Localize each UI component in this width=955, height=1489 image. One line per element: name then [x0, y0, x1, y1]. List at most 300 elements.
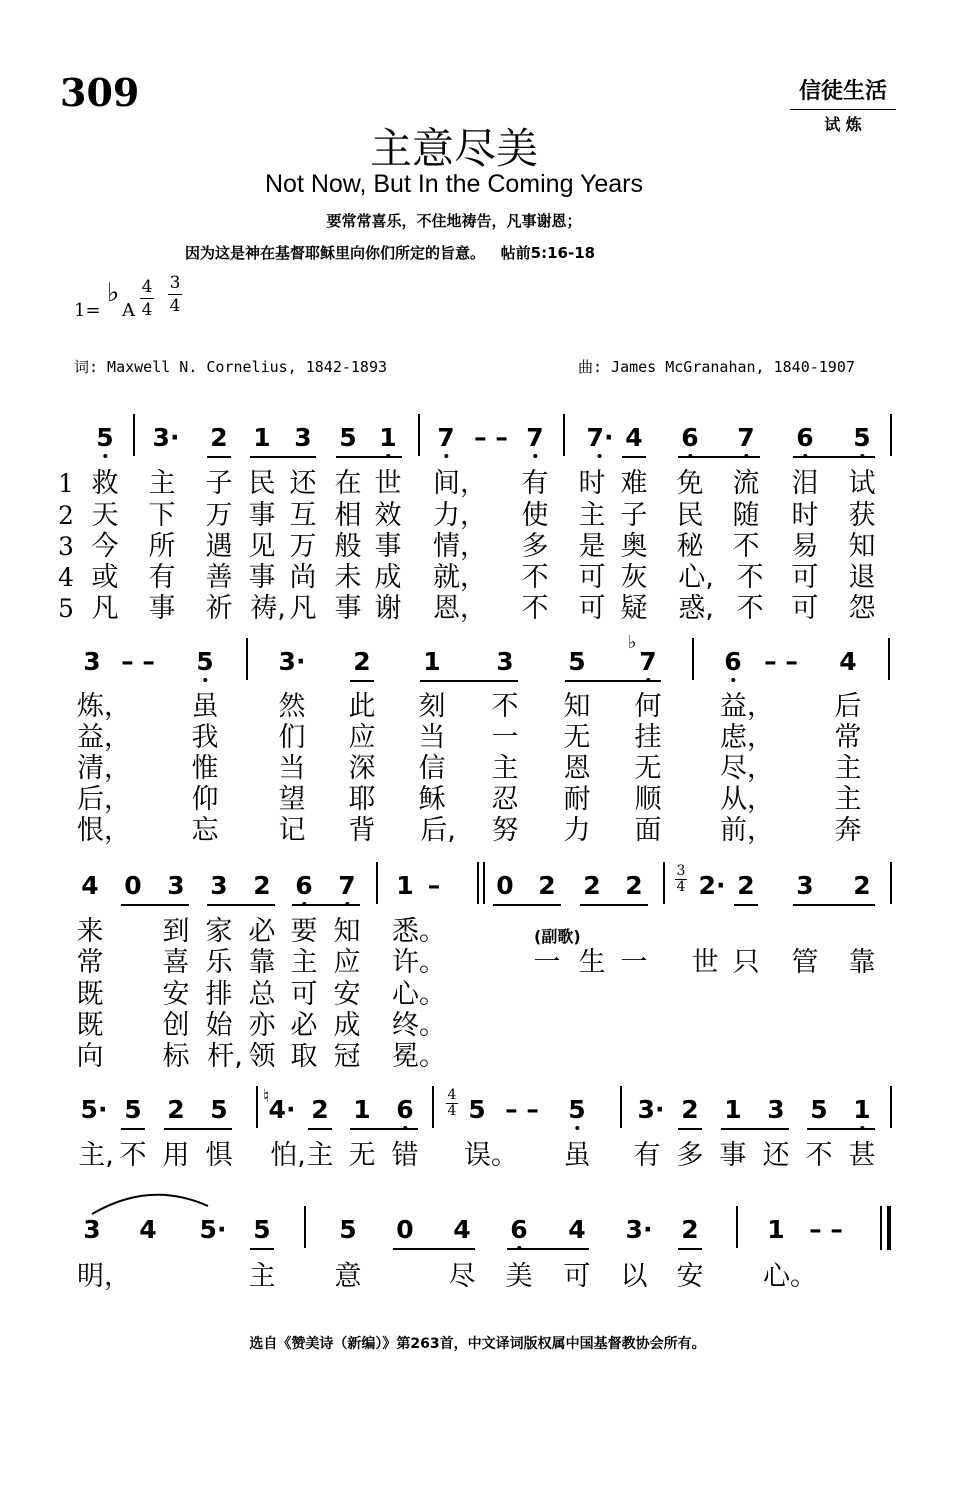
underline [420, 680, 518, 682]
lyric: 家 [205, 916, 233, 947]
lyric: 主 [306, 1140, 334, 1171]
lyric: 意 [334, 1261, 362, 1292]
note: 3 [796, 871, 814, 900]
lyric: 流 [732, 468, 760, 499]
time-signature-2-top: 3 [169, 273, 181, 293]
lyric: 终。 [392, 1010, 446, 1041]
lyric: 误。 [464, 1140, 518, 1171]
note: 5 [568, 647, 586, 676]
lyric: 免 [676, 468, 704, 499]
lyric: 信 [418, 753, 446, 784]
lyric: 惑, [678, 593, 714, 624]
time-change-top: 3 [676, 863, 686, 879]
note: 2 [625, 871, 643, 900]
lyric: 多 [676, 1140, 704, 1171]
lyric: 我 [191, 722, 219, 753]
note: 3· [152, 423, 180, 452]
composer-credit: 曲: James McGranahan, 1840-1907 [578, 358, 855, 376]
hymn-number: 309 [60, 70, 140, 115]
underline [807, 1128, 875, 1130]
note: 4 [839, 647, 857, 676]
lyric: 救 [91, 468, 119, 499]
note: 3 [767, 1095, 785, 1124]
lyric: 以 [620, 1261, 648, 1292]
verse-number: 3 [58, 532, 74, 561]
time-signature-1-top: 4 [141, 277, 153, 297]
lyric: 情， [433, 531, 487, 562]
lyric: 尚 [289, 562, 317, 593]
barline [418, 414, 420, 456]
lyric: 恩 [563, 753, 591, 784]
lyric: 许。 [392, 947, 446, 978]
lyric: 还 [289, 468, 317, 499]
lyric: 秘 [676, 531, 704, 562]
lyric: 时 [578, 468, 606, 499]
lyric: 常 [834, 722, 862, 753]
underline [793, 456, 875, 458]
lyric: 有 [521, 468, 549, 499]
lyric: 何 [634, 691, 662, 722]
final-barline-thick [887, 1206, 891, 1250]
note: 3 [167, 871, 185, 900]
lyric: 然 [278, 691, 306, 722]
lyric: 易 [791, 531, 819, 562]
verse-number: 4 [58, 563, 74, 592]
note: 2 [681, 1095, 699, 1124]
lyric: 靠 [248, 947, 276, 978]
hymn-title-chinese: 主意尽美 [369, 124, 538, 173]
lyric: 必 [290, 1010, 318, 1041]
note: 3 [83, 647, 101, 676]
lyric: 成 [333, 1010, 361, 1041]
barline [736, 1206, 738, 1248]
lyric: 无 [563, 722, 591, 753]
lyric: 标 [162, 1041, 190, 1072]
lyric: 主 [834, 784, 862, 815]
underline [250, 456, 316, 458]
lyric: 事 [148, 593, 176, 624]
lyric: 民 [248, 468, 276, 499]
lyric: 事 [334, 593, 362, 624]
lyric: 错 [391, 1140, 419, 1171]
note: 3 [294, 423, 312, 452]
underline [793, 904, 875, 906]
lyric: 今 [91, 531, 119, 562]
lyric: 有 [633, 1140, 661, 1171]
lyric: 后 [834, 691, 862, 722]
note: 2· [698, 871, 726, 900]
underline [721, 1128, 789, 1130]
time-change-top: 4 [447, 1087, 457, 1103]
underline [493, 904, 561, 906]
note: 3· [278, 647, 306, 676]
note: 2 [353, 647, 371, 676]
key-prefix: 1= [74, 300, 101, 321]
copyright-note: 选自《赞美诗（新编）》第263首，中文译词版权属中国基督教协会所有。 [249, 1336, 706, 1352]
lyric: 心。 [392, 979, 446, 1010]
lyric: 凡 [91, 593, 119, 624]
lyric: 互 [289, 500, 317, 531]
note: 2 [311, 1095, 329, 1124]
lyric: 心, [678, 562, 714, 593]
underline [622, 456, 646, 458]
time-change [446, 1088, 458, 1119]
lyric: 下 [148, 500, 176, 531]
lyric: 力 [563, 815, 591, 846]
lyric: 天 [91, 500, 119, 531]
time-signature-1-bottom: 4 [141, 300, 153, 320]
lyric: 们 [278, 722, 306, 753]
barline [563, 414, 565, 456]
lyric: 冠 [333, 1041, 361, 1072]
lyric: 忍 [491, 784, 519, 815]
lyric: 可 [791, 593, 819, 624]
lyric: 间， [433, 468, 487, 499]
lyric: 既 [76, 1010, 104, 1041]
underline [250, 1248, 274, 1250]
note: 1 [853, 1095, 871, 1124]
lyric: 万 [289, 531, 317, 562]
lyric: 不 [521, 562, 549, 593]
note: 1 [396, 871, 414, 900]
lyric: 来 [76, 916, 104, 947]
note: 6 [681, 423, 699, 452]
lyric: 向 [76, 1041, 104, 1072]
barline [304, 1206, 306, 1248]
lyric: 耐 [563, 784, 591, 815]
underline [350, 680, 374, 682]
lyric: 背 [348, 815, 376, 846]
lyric: 不 [119, 1140, 147, 1171]
note: 5 [210, 1095, 228, 1124]
lyric: 不 [491, 691, 519, 722]
lyric: 从， [720, 784, 774, 815]
lyric: 既 [76, 979, 104, 1010]
note: 1 [767, 1215, 785, 1244]
lyric: 杆, [207, 1041, 243, 1072]
note: 0 [124, 871, 142, 900]
lyric: 安 [676, 1261, 704, 1292]
lyric: 疑 [620, 593, 648, 624]
lyric: 可 [578, 593, 606, 624]
note: 2 [210, 423, 228, 452]
underline [164, 1128, 232, 1130]
note: 7 [639, 647, 657, 676]
lyric: 冕。 [392, 1041, 446, 1072]
note: 2 [583, 871, 601, 900]
note: 6 [510, 1215, 528, 1244]
lyric: 前， [720, 815, 774, 846]
verse-number: 5 [58, 594, 74, 623]
underline [678, 1248, 702, 1250]
note: 7· [586, 423, 614, 452]
lyric: 后, [420, 815, 456, 846]
note: 5 [96, 423, 114, 452]
time-signature-2 [168, 272, 182, 317]
lyric: 惧 [205, 1140, 233, 1171]
note: 5 [810, 1095, 828, 1124]
lyric: 退 [848, 562, 876, 593]
lyric: 乐 [205, 947, 233, 978]
lyric: 主 [578, 500, 606, 531]
refrain-lyric: 世 [691, 947, 719, 978]
note: 0 [396, 1215, 414, 1244]
note: 4 [568, 1215, 586, 1244]
underline [507, 1248, 589, 1250]
lyric: 事 [248, 500, 276, 531]
lyric: 就， [433, 562, 487, 593]
lyric: 挂 [634, 722, 662, 753]
lyric: 必 [248, 916, 276, 947]
lyric: 试 [848, 468, 876, 499]
note: 6 [396, 1095, 414, 1124]
lyric: 记 [278, 815, 306, 846]
note: 5 [253, 1215, 271, 1244]
note: 5 [853, 423, 871, 452]
flat-sign: ♭ [107, 278, 120, 308]
key-signature [74, 272, 204, 332]
category-label: 信徒生活 [790, 74, 896, 110]
note: 5 [568, 1095, 586, 1124]
barline [256, 1086, 258, 1128]
lyric: 事 [248, 562, 276, 593]
lyric: 安 [333, 979, 361, 1010]
lyric: 创 [162, 1010, 190, 1041]
verse-number: 2 [58, 501, 74, 530]
underline [292, 904, 360, 906]
lyric: 取 [290, 1041, 318, 1072]
lyric: 深 [348, 753, 376, 784]
lyric: 惟 [191, 753, 219, 784]
note: 7 [737, 423, 755, 452]
lyric: 祷, [250, 593, 286, 624]
note: 1 [379, 423, 397, 452]
lyric: 一 [491, 722, 519, 753]
note: 2 [853, 871, 871, 900]
refrain-lyric: 生 [578, 947, 606, 978]
note: 3 [210, 871, 228, 900]
lyric: 清， [77, 753, 131, 784]
lyric: 此 [348, 691, 376, 722]
note: 3· [625, 1215, 653, 1244]
scripture-line-1: 要常常喜乐，不住地祷告，凡事谢恩； [326, 212, 582, 230]
refrain-lyric: 只 [732, 947, 760, 978]
lyric: 还 [762, 1140, 790, 1171]
lyric: 子 [620, 500, 648, 531]
note: 7 [338, 871, 356, 900]
lyric: 亦 [248, 1010, 276, 1041]
note: – [427, 871, 441, 900]
note: 6 [724, 647, 742, 676]
lyric: 始 [205, 1010, 233, 1041]
lyric: 主 [248, 1261, 276, 1292]
lyric: 时 [791, 500, 819, 531]
lyric: 虑， [720, 722, 774, 753]
lyric: 在 [334, 468, 362, 499]
lyric: 多 [521, 531, 549, 562]
note: 5 [196, 647, 214, 676]
lyric: 奥 [620, 531, 648, 562]
note: 2 [253, 871, 271, 900]
lyric: 望 [278, 784, 306, 815]
underline [580, 904, 648, 906]
lyric: 安 [162, 979, 190, 1010]
lyricist-credit: 词: Maxwell N. Cornelius, 1842-1893 [74, 358, 388, 376]
time-signature-1 [140, 276, 154, 321]
barline [890, 1086, 892, 1128]
subcategory-label: 试 炼 [824, 115, 862, 134]
lyric: 恩， [433, 593, 487, 624]
lyric: 相 [334, 500, 362, 531]
flat-sign: ♭ [628, 632, 637, 653]
note: 3 [83, 1215, 101, 1244]
barline [133, 414, 135, 456]
lyric: 无 [634, 753, 662, 784]
lyric: 喜 [162, 947, 190, 978]
lyric: 主 [834, 753, 862, 784]
refrain-lyric: 管 [791, 947, 819, 978]
refrain-lyric: 靠 [848, 947, 876, 978]
hymn-title-english: Not Now, But In the Coming Years [265, 170, 643, 198]
note: 4 [625, 423, 643, 452]
underline [678, 456, 760, 458]
refrain-label: (副歌) [534, 927, 581, 946]
lyric: 可 [578, 562, 606, 593]
final-barline-thin [880, 1206, 882, 1250]
note: 1 [353, 1095, 371, 1124]
lyric: 灰 [620, 562, 648, 593]
lyric: 美 [505, 1261, 533, 1292]
underline [393, 1248, 475, 1250]
lyric: 可 [791, 562, 819, 593]
lyric: 虽 [563, 1140, 591, 1171]
underline [678, 1128, 702, 1130]
underline [207, 904, 275, 906]
natural-sign: ♮ [263, 1086, 270, 1107]
lyric: 可 [290, 979, 318, 1010]
underline [121, 904, 189, 906]
lyric: 是 [578, 531, 606, 562]
time-signature-2-bottom: 4 [169, 296, 181, 316]
lyric: 主 [290, 947, 318, 978]
time-change [675, 864, 687, 895]
lyric: 获 [848, 500, 876, 531]
lyric: 面 [634, 815, 662, 846]
note: 5 [124, 1095, 142, 1124]
barline [620, 1086, 622, 1128]
note: 5 [339, 1215, 357, 1244]
lyric: 不 [805, 1140, 833, 1171]
note: 7 [526, 423, 544, 452]
lyric: 万 [205, 500, 233, 531]
lyric: 悉。 [392, 916, 446, 947]
lyric: 知 [848, 531, 876, 562]
lyric: 知 [563, 691, 591, 722]
lyric: 效 [374, 500, 402, 531]
lyric: 使 [521, 500, 549, 531]
barline [890, 862, 892, 904]
note: 6 [796, 423, 814, 452]
lyric: 事 [719, 1140, 747, 1171]
note: 2 [167, 1095, 185, 1124]
underline [308, 1128, 332, 1130]
note: – – [809, 1215, 843, 1244]
lyric: 虽 [191, 691, 219, 722]
lyric: 祈 [205, 593, 233, 624]
lyric: 仰 [191, 784, 219, 815]
lyric: 排 [205, 979, 233, 1010]
lyric: 所 [148, 531, 176, 562]
note: 3· [637, 1095, 665, 1124]
note: 4 [139, 1215, 157, 1244]
lyric: 当 [418, 722, 446, 753]
lyric: 甚 [848, 1140, 876, 1171]
lyric: 见 [248, 531, 276, 562]
lyric: 顺 [634, 784, 662, 815]
barline [376, 862, 378, 904]
lyric: 用 [162, 1140, 190, 1171]
lyric: 炼， [77, 691, 131, 722]
lyric: 或 [91, 562, 119, 593]
lyric: 谢 [374, 593, 402, 624]
lyric: 不 [732, 531, 760, 562]
lyric: 随 [732, 500, 760, 531]
lyric: 凡 [289, 593, 317, 624]
lyric: 遇 [205, 531, 233, 562]
lyric: 善 [205, 562, 233, 593]
lyric: 努 [491, 815, 519, 846]
lyric: 忘 [191, 815, 219, 846]
lyric: 怕, [270, 1140, 306, 1171]
lyric: 难 [620, 468, 648, 499]
barline [663, 862, 665, 904]
lyric: 子 [205, 468, 233, 499]
lyric: 可 [563, 1261, 591, 1292]
time-change-bottom: 4 [447, 1103, 457, 1119]
lyric: 心。 [763, 1261, 817, 1292]
lyric: 不 [736, 562, 764, 593]
note: – – [764, 647, 798, 676]
note: – – [474, 423, 508, 452]
note: 1 [253, 423, 271, 452]
underline [336, 456, 402, 458]
barline [432, 1086, 434, 1128]
lyric: 泪 [791, 468, 819, 499]
slur [90, 1186, 220, 1216]
underline [207, 456, 231, 458]
note: 2 [737, 871, 755, 900]
note: 5 [339, 423, 357, 452]
lyric: 般 [334, 531, 362, 562]
underline [565, 680, 661, 682]
lyric: 成 [374, 562, 402, 593]
lyric: 主, [78, 1140, 114, 1171]
lyric: 未 [334, 562, 362, 593]
lyric: 民 [676, 500, 704, 531]
underline [121, 1128, 145, 1130]
lyric: 不 [736, 593, 764, 624]
lyric: 刻 [418, 691, 446, 722]
barline [246, 638, 248, 680]
lyric: 益， [720, 691, 774, 722]
underline [350, 1128, 418, 1130]
lyric: 事 [374, 531, 402, 562]
note: 1 [724, 1095, 742, 1124]
lyric: 尽， [720, 753, 774, 784]
time-change-bottom: 4 [676, 879, 686, 895]
lyric: 要 [290, 916, 318, 947]
note: 5· [80, 1095, 108, 1124]
